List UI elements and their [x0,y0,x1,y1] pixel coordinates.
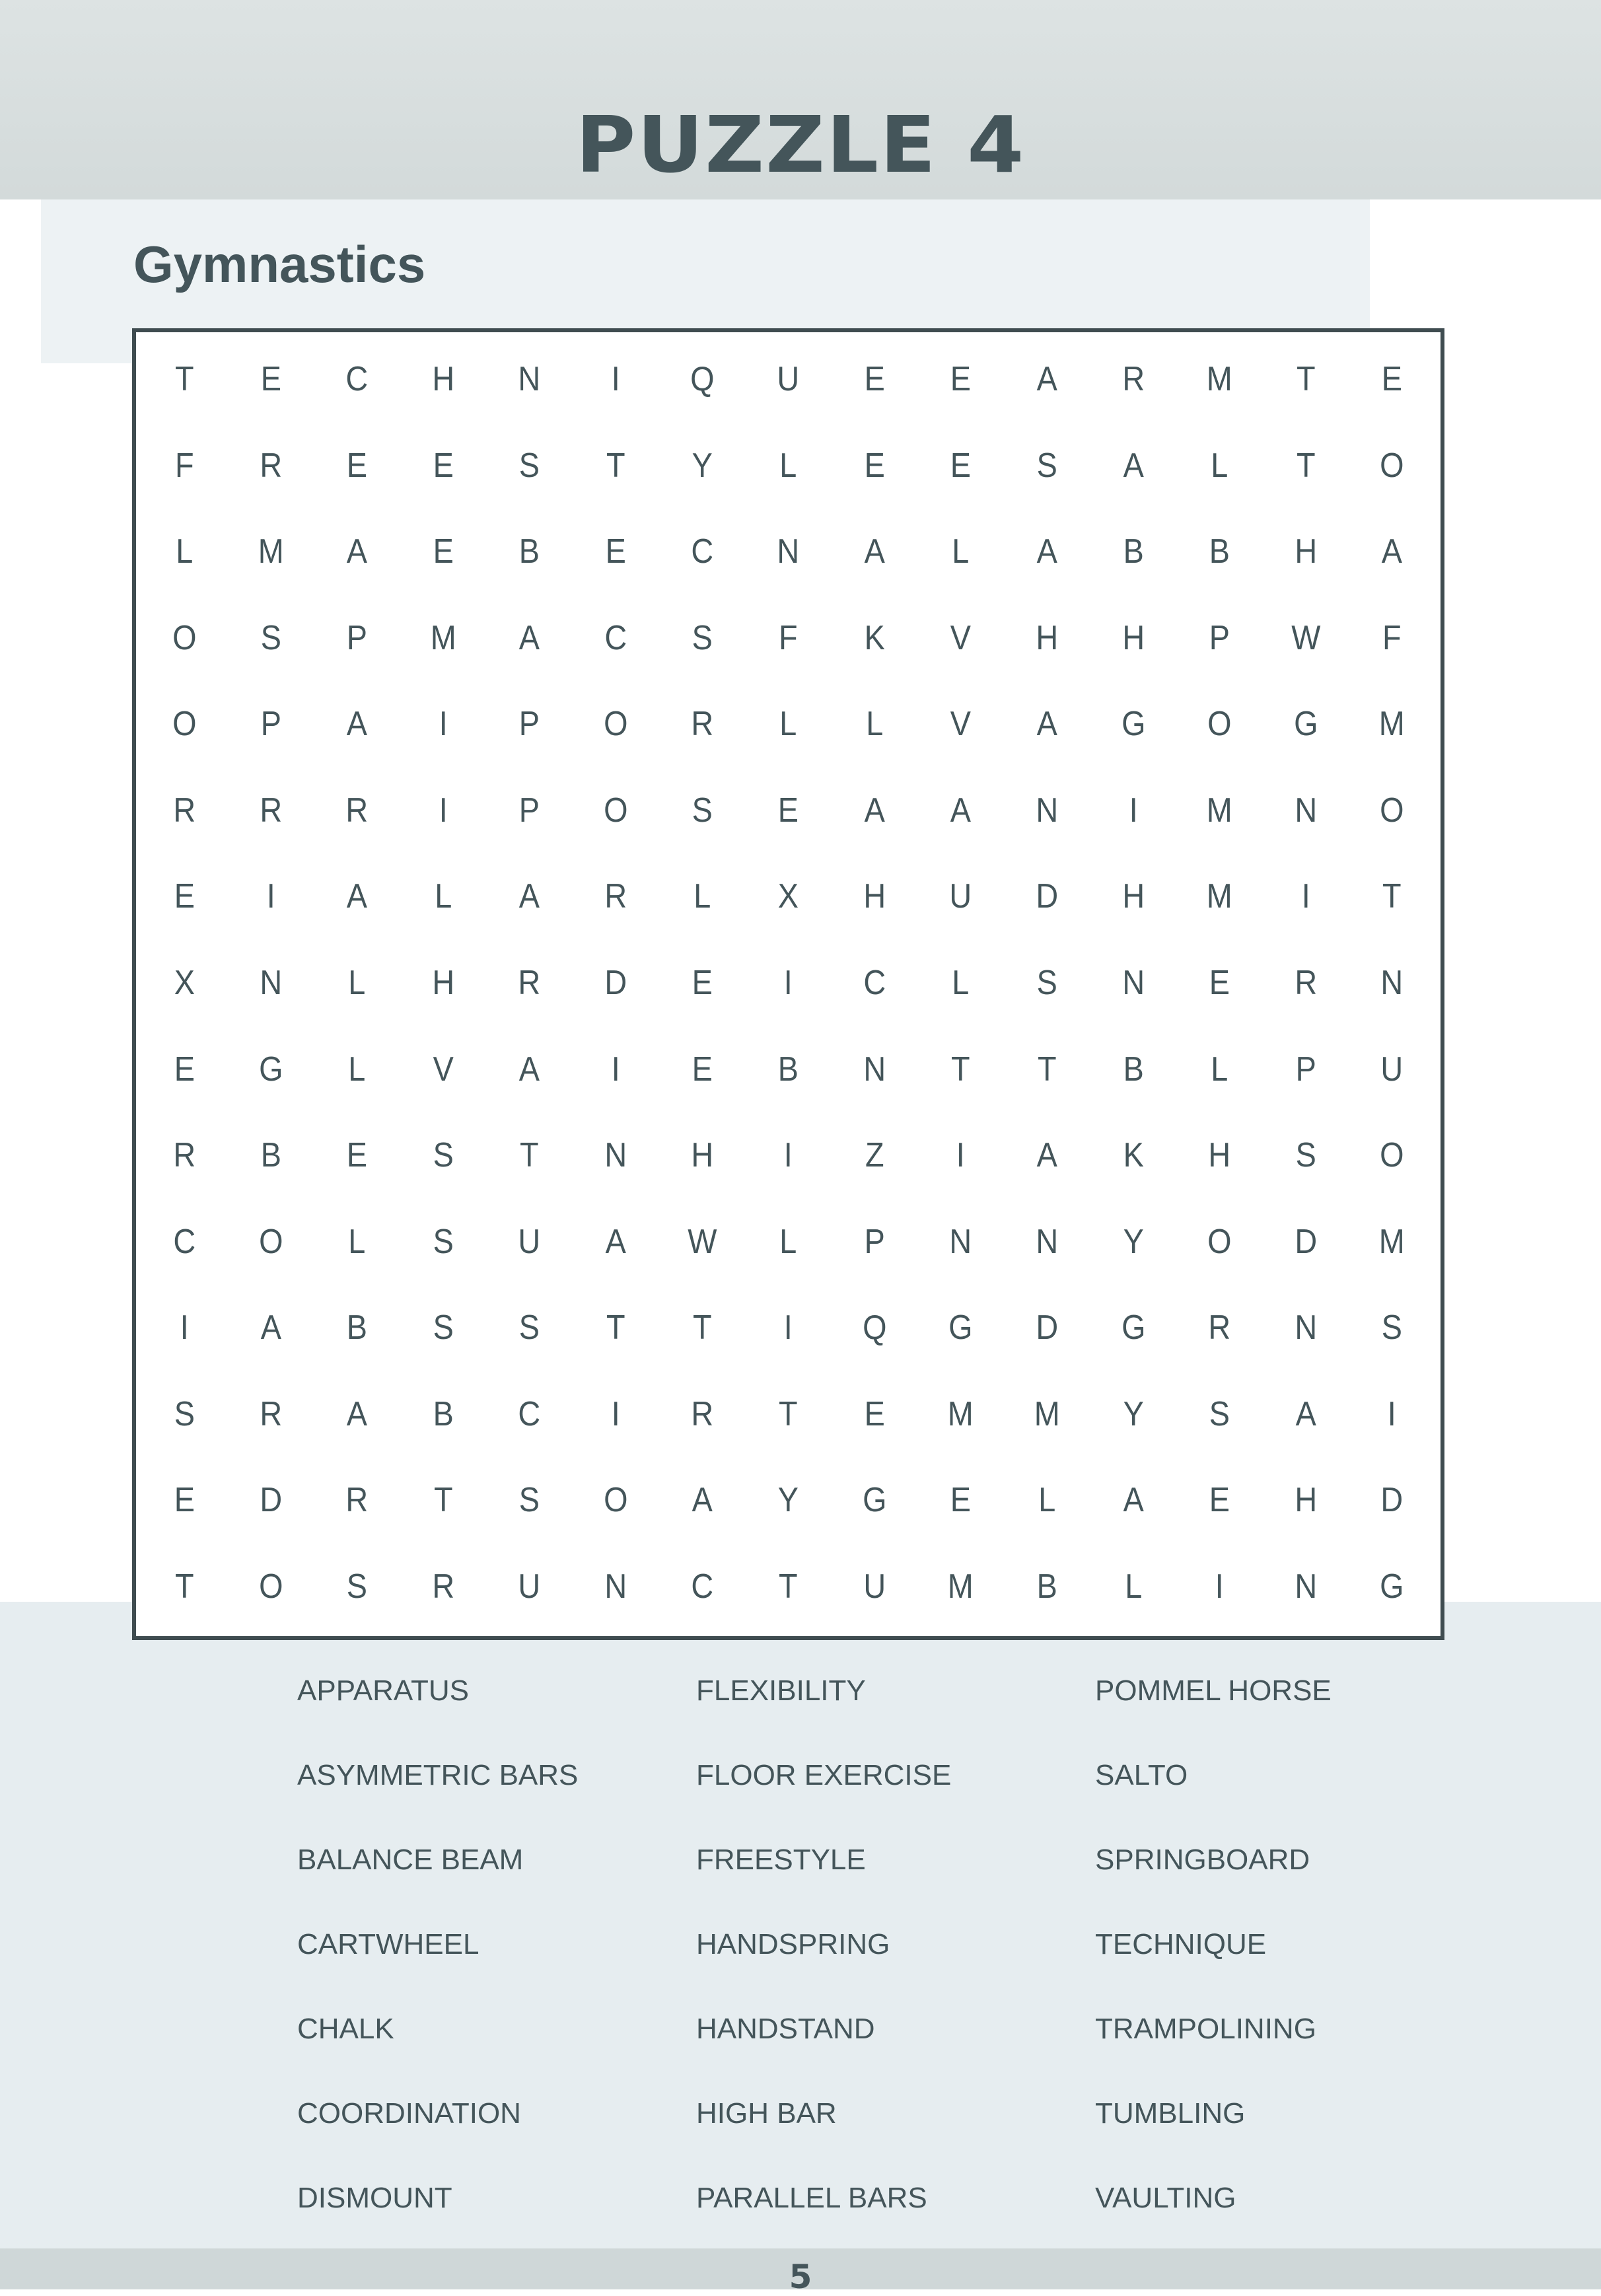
grid-cell[interactable]: T [1296,360,1316,399]
grid-cell[interactable]: I [1215,1567,1224,1606]
grid-cell[interactable]: T [692,1309,712,1347]
grid-cell[interactable]: V [950,705,972,744]
grid-cell[interactable]: V [433,1050,454,1089]
grid-cell[interactable]: D [1295,1222,1317,1261]
grid-cell[interactable]: A [1036,532,1057,571]
grid-cell[interactable]: B [1123,1050,1144,1089]
grid-cell[interactable]: A [1036,705,1057,744]
grid-cell[interactable]: E [346,1136,368,1175]
grid-cell[interactable]: E [864,446,885,485]
grid-cell[interactable]: G [258,1050,283,1089]
grid-cell[interactable]: L [779,705,797,744]
grid-cell[interactable]: R [1295,963,1317,1002]
grid-cell[interactable]: Y [777,1481,799,1520]
grid-cell[interactable]: Y [1123,1394,1144,1433]
grid-cell[interactable]: A [346,532,368,571]
grid-cell[interactable]: N [604,1567,627,1606]
word-list-item: PARALLEL BARS [696,2182,927,2214]
grid-cell[interactable]: M [948,1394,974,1433]
grid-cell[interactable]: H [1208,1136,1231,1175]
grid-cell[interactable]: O [1380,446,1404,485]
grid-cell[interactable]: M [1034,1394,1060,1433]
grid-cell[interactable]: S [1036,963,1057,1002]
grid-cell[interactable]: L [1038,1481,1056,1520]
grid-cell[interactable]: E [777,791,799,830]
grid-cell[interactable]: G [948,1309,973,1347]
grid-cell[interactable]: M [1379,705,1405,744]
grid-cell[interactable]: H [863,877,886,916]
grid-cell[interactable]: E [174,1481,195,1520]
grid-cell[interactable]: A [605,1222,626,1261]
grid-cell[interactable]: L [693,877,711,916]
grid-cell[interactable]: O [1380,791,1404,830]
grid-cell[interactable]: L [779,446,797,485]
grid-cell[interactable]: V [950,618,972,657]
word-list-item: APPARATUS [297,1674,469,1707]
grid-cell[interactable]: I [611,1394,620,1433]
grid-cell[interactable]: I [611,1050,620,1089]
grid-cell[interactable]: D [259,1481,282,1520]
grid-cell[interactable]: S [692,791,713,830]
grid-cell[interactable]: E [692,1050,713,1089]
grid-cell[interactable]: A [519,877,540,916]
grid-cell[interactable]: E [174,1050,195,1089]
grid-cell[interactable]: G [1293,705,1318,744]
grid-cell[interactable]: I [439,791,448,830]
grid-cell[interactable]: C [863,963,886,1002]
grid-cell[interactable]: T [779,1567,798,1606]
grid-cell[interactable]: L [348,1222,366,1261]
grid-cell[interactable]: O [604,705,628,744]
grid-cell[interactable]: T [1382,877,1402,916]
grid-cell[interactable]: Y [1123,1222,1144,1261]
grid-cell[interactable]: A [346,877,368,916]
grid-cell[interactable]: R [345,791,369,830]
grid-cell[interactable]: U [518,1222,541,1261]
grid-cell[interactable]: A [346,1394,368,1433]
word-list-item: POMMEL HORSE [1095,1674,1332,1707]
grid-cell[interactable]: E [950,446,972,485]
grid-cell[interactable]: A [1123,446,1144,485]
grid-cell[interactable]: P [346,618,368,657]
grid-cell[interactable]: D [604,963,627,1002]
grid-cell[interactable]: R [1121,360,1145,399]
grid-cell[interactable]: M [1206,791,1232,830]
grid-cell[interactable]: N [777,532,800,571]
grid-cell[interactable]: E [1209,963,1230,1002]
grid-cell[interactable]: L [952,963,970,1002]
grid-cell[interactable]: G [1121,705,1146,744]
grid-cell[interactable]: T [520,1136,539,1175]
grid-cell[interactable]: D [1036,1309,1059,1347]
grid-cell[interactable]: R [1208,1309,1231,1347]
word-list-item: TUMBLING [1095,2097,1246,2130]
grid-cell[interactable]: T [779,1394,798,1433]
grid-cell[interactable]: R [259,1394,282,1433]
grid-cell[interactable]: R [173,791,196,830]
grid-cell[interactable]: O [172,618,197,657]
grid-cell[interactable]: L [952,532,970,571]
grid-cell[interactable]: W [687,1222,717,1261]
grid-cell[interactable]: E [433,532,454,571]
grid-cell[interactable]: A [950,791,972,830]
word-list-item: SALTO [1095,1759,1188,1791]
grid-cell[interactable]: P [1209,618,1230,657]
grid-cell[interactable]: A [1382,532,1403,571]
grid-cell[interactable]: H [1121,877,1145,916]
grid-cell[interactable]: L [1211,446,1228,485]
grid-cell[interactable]: K [1123,1136,1144,1175]
puzzle-theme: Gymnastics [133,235,426,293]
grid-cell[interactable]: H [1121,618,1145,657]
grid-cell[interactable]: I [439,705,448,744]
grid-cell[interactable]: R [173,1136,196,1175]
letter-grid [136,332,1441,1636]
grid-cell[interactable]: A [519,618,540,657]
word-list-item: FLOOR EXERCISE [696,1759,952,1791]
grid-cell[interactable]: H [1295,532,1317,571]
grid-cell[interactable]: U [777,360,800,399]
grid-cell[interactable]: A [1036,360,1057,399]
grid-cell[interactable]: E [950,360,972,399]
grid-cell[interactable]: T [951,1050,970,1089]
grid-cell[interactable]: M [1206,360,1232,399]
grid-cell[interactable]: I [1129,791,1138,830]
word-list-item: FLEXIBILITY [696,1674,866,1707]
word-list-item: HIGH BAR [696,2097,837,2130]
grid-cell[interactable]: C [690,532,713,571]
grid-cell[interactable]: I [1388,1394,1397,1433]
grid-cell[interactable]: P [864,1222,885,1261]
grid-cell[interactable]: Q [862,1309,887,1347]
grid-cell[interactable]: F [779,618,798,657]
grid-cell[interactable]: I [783,1136,793,1175]
grid-cell[interactable]: A [260,1309,281,1347]
grid-cell[interactable]: T [1296,446,1316,485]
grid-cell[interactable]: S [1209,1394,1230,1433]
grid-cell[interactable]: U [1380,1050,1404,1089]
grid-cell[interactable]: N [1295,1567,1317,1606]
word-list-item: HANDSTAND [696,2013,875,2045]
grid-cell[interactable]: O [258,1567,283,1606]
grid-cell[interactable]: L [1211,1050,1228,1089]
grid-cell[interactable]: L [866,705,884,744]
word-list-item: TECHNIQUE [1095,1928,1267,1960]
grid-cell[interactable]: P [519,791,540,830]
grid-cell[interactable]: O [1207,1222,1232,1261]
grid-cell[interactable]: B [346,1309,368,1347]
grid-cell[interactable]: I [611,360,620,399]
grid-cell[interactable]: E [1382,360,1403,399]
grid-cell[interactable]: N [1295,791,1317,830]
grid-cell[interactable]: N [259,963,282,1002]
grid-cell[interactable]: M [430,618,456,657]
word-list-item: ASYMMETRIC BARS [297,1759,579,1791]
word-list-item: BALANCE BEAM [297,1844,524,1876]
grid-cell[interactable]: M [258,532,284,571]
word-list-item: CARTWHEEL [297,1928,480,1960]
grid-cell[interactable]: A [1123,1481,1144,1520]
grid-cell[interactable]: Y [692,446,713,485]
grid-cell[interactable]: R [518,963,541,1002]
grid-cell[interactable]: R [345,1481,369,1520]
grid-cell[interactable]: H [690,1136,713,1175]
word-list-item: TRAMPOLINING [1095,2013,1316,2045]
word-list [297,1674,1486,2266]
grid-cell[interactable]: L [1124,1567,1142,1606]
grid-cell[interactable]: U [518,1567,541,1606]
grid-cell[interactable]: O [1207,705,1232,744]
word-list-item: FREESTYLE [696,1844,866,1876]
grid-cell[interactable]: S [1295,1136,1316,1175]
grid-cell[interactable]: S [519,1309,540,1347]
grid-cell[interactable]: C [690,1567,713,1606]
grid-cell[interactable]: L [176,532,194,571]
grid-cell[interactable]: U [949,877,972,916]
grid-cell[interactable]: I [1301,877,1310,916]
grid-cell[interactable]: F [174,446,194,485]
grid-cell[interactable]: E [433,446,454,485]
grid-cell[interactable]: L [779,1222,797,1261]
grid-cell[interactable]: S [1036,446,1057,485]
grid-cell[interactable]: L [435,877,452,916]
grid-cell[interactable]: N [1121,963,1145,1002]
grid-cell[interactable]: C [173,1222,196,1261]
grid-cell[interactable]: O [258,1222,283,1261]
grid-cell[interactable]: N [1036,791,1059,830]
grid-cell[interactable]: O [1380,1136,1404,1175]
word-list-item: DISMOUNT [297,2182,452,2214]
grid-cell[interactable]: O [604,791,628,830]
grid-cell[interactable]: S [433,1136,454,1175]
puzzle-title: PUZZLE 4 [575,99,1026,190]
grid-cell[interactable]: L [348,963,366,1002]
grid-cell[interactable]: T [1037,1050,1057,1089]
grid-cell[interactable]: I [180,1309,189,1347]
grid-cell[interactable]: S [1382,1309,1403,1347]
grid-cell[interactable]: S [174,1394,195,1433]
grid-cell[interactable]: L [348,1050,366,1089]
grid-cell[interactable]: B [1209,532,1230,571]
grid-cell[interactable]: B [260,1136,281,1175]
grid-cell[interactable]: B [1036,1567,1057,1606]
grid-cell[interactable]: E [174,877,195,916]
grid-cell[interactable]: R [690,705,713,744]
grid-cell[interactable]: E [605,532,626,571]
grid-cell[interactable]: T [174,360,194,399]
grid-cell[interactable]: C [604,618,627,657]
grid-cell[interactable]: E [864,360,885,399]
grid-cell[interactable]: M [1206,877,1232,916]
grid-cell[interactable]: I [266,877,275,916]
grid-cell[interactable]: M [1379,1222,1405,1261]
grid-cell[interactable]: E [260,360,281,399]
grid-cell[interactable]: P [519,705,540,744]
grid-cell[interactable]: W [1291,618,1321,657]
grid-cell[interactable]: R [690,1394,713,1433]
grid-cell[interactable]: A [692,1481,713,1520]
grid-cell[interactable]: E [1209,1481,1230,1520]
page-number: 5 [789,2258,812,2296]
grid-cell[interactable]: X [174,963,195,1002]
grid-cell[interactable]: N [518,360,541,399]
word-list-item: SPRINGBOARD [1095,1844,1310,1876]
grid-cell[interactable]: N [604,1136,627,1175]
grid-cell[interactable]: N [863,1050,886,1089]
grid-cell[interactable]: N [949,1222,972,1261]
grid-cell[interactable]: X [777,877,799,916]
grid-cell[interactable]: S [433,1222,454,1261]
grid-cell[interactable]: F [1382,618,1402,657]
grid-cell[interactable]: D [1036,877,1059,916]
word-list-item: VAULTING [1095,2182,1236,2214]
grid-cell[interactable]: T [606,446,625,485]
grid-cell[interactable]: N [1036,1222,1059,1261]
grid-cell[interactable]: C [345,360,369,399]
grid-cell[interactable]: T [174,1567,194,1606]
grid-cell[interactable]: A [1036,1136,1057,1175]
grid-cell[interactable]: G [1121,1309,1146,1347]
word-search-grid [132,328,1444,1640]
grid-cell[interactable]: S [346,1567,368,1606]
grid-cell[interactable]: H [1036,618,1059,657]
grid-cell[interactable]: S [433,1309,454,1347]
word-list-item: CHALK [297,2013,394,2045]
grid-cell[interactable]: U [863,1567,886,1606]
grid-cell[interactable]: A [864,532,885,571]
grid-cell[interactable]: C [518,1394,541,1433]
grid-cell[interactable]: O [172,705,197,744]
grid-cell[interactable]: P [260,705,281,744]
grid-cell[interactable]: O [604,1481,628,1520]
grid-cell[interactable]: H [432,963,454,1002]
grid-cell[interactable]: R [259,791,282,830]
grid-cell[interactable]: A [346,705,368,744]
grid-cell[interactable]: R [604,877,627,916]
grid-cell[interactable]: E [950,1481,972,1520]
grid-cell[interactable]: E [346,446,368,485]
word-list-item: COORDINATION [297,2097,521,2130]
grid-cell[interactable]: S [519,446,540,485]
grid-cell[interactable]: P [1295,1050,1316,1089]
grid-cell[interactable]: G [862,1481,887,1520]
grid-cell[interactable]: N [1295,1309,1317,1347]
grid-cell[interactable]: H [432,360,454,399]
grid-cell[interactable]: A [519,1050,540,1089]
grid-cell[interactable]: T [606,1309,625,1347]
grid-cell[interactable]: B [433,1394,454,1433]
grid-cell[interactable]: Z [865,1136,884,1175]
grid-cell[interactable]: A [1295,1394,1316,1433]
grid-cell[interactable]: A [864,791,885,830]
grid-cell[interactable]: G [1380,1567,1404,1606]
grid-cell[interactable]: I [783,963,793,1002]
grid-cell[interactable]: R [432,1567,454,1606]
grid-cell[interactable]: H [1295,1481,1317,1520]
grid-cell[interactable]: S [519,1481,540,1520]
grid-cell[interactable]: T [433,1481,453,1520]
grid-cell[interactable]: I [783,1309,793,1347]
grid-cell[interactable]: N [1380,963,1404,1002]
grid-cell[interactable]: B [777,1050,799,1089]
grid-cell[interactable]: R [259,446,282,485]
grid-cell[interactable]: B [519,532,540,571]
grid-cell[interactable]: S [692,618,713,657]
grid-cell[interactable]: I [956,1136,966,1175]
grid-cell[interactable]: Q [690,360,715,399]
grid-cell[interactable]: M [948,1567,974,1606]
grid-cell[interactable]: B [1123,532,1144,571]
grid-cell[interactable]: S [260,618,281,657]
grid-cell[interactable]: D [1380,1481,1404,1520]
grid-cell[interactable]: K [864,618,885,657]
grid-cell[interactable]: E [692,963,713,1002]
grid-cell[interactable]: E [864,1394,885,1433]
word-list-item: HANDSPRING [696,1928,890,1960]
